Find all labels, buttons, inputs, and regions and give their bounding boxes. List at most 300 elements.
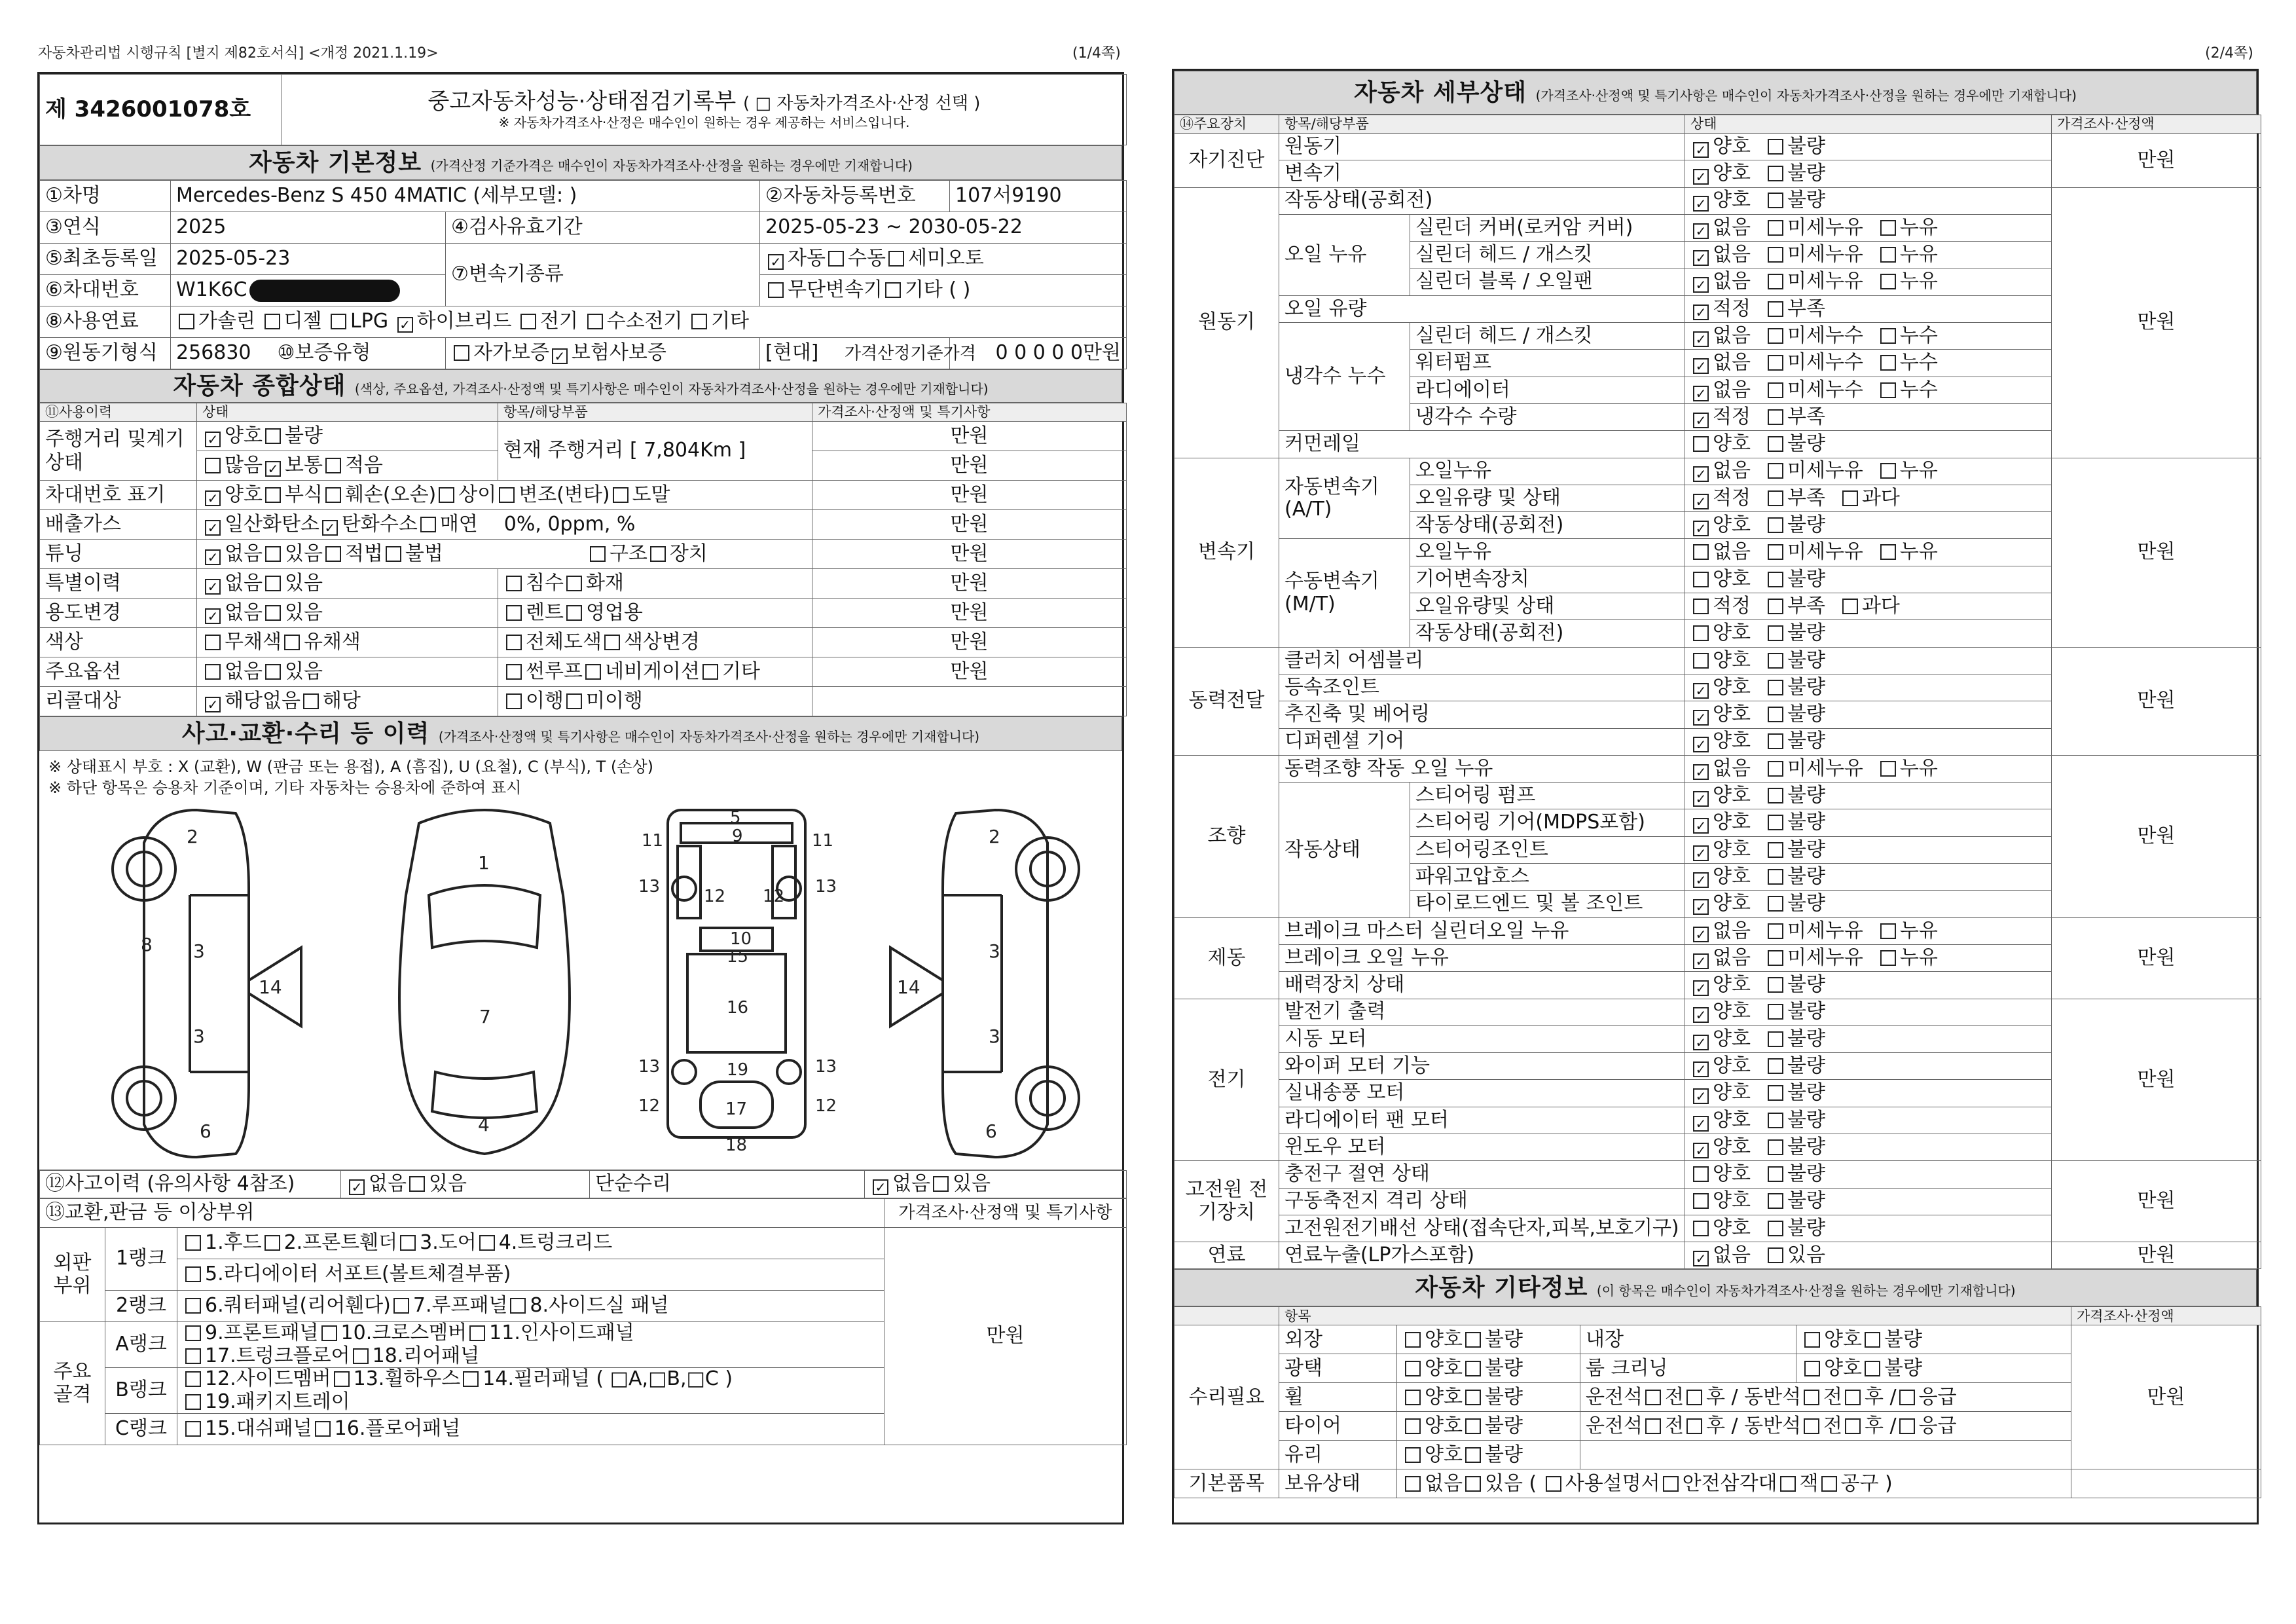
detail-item-label: 디퍼렌셜 기어 bbox=[1279, 728, 1685, 755]
checkbox-trans-other[interactable] bbox=[885, 282, 901, 298]
checkbox-mileage-many[interactable] bbox=[205, 458, 221, 473]
checkbox-wheel-house[interactable] bbox=[334, 1371, 350, 1387]
checkbox-achromatic[interactable] bbox=[205, 635, 221, 650]
detail-item-label: 발전기 출력 bbox=[1279, 999, 1685, 1025]
detail-checkbox[interactable] bbox=[1768, 599, 1783, 614]
checkbox-lpg[interactable] bbox=[331, 314, 346, 329]
svg-text:10: 10 bbox=[730, 929, 752, 949]
checkbox-wheel-rear[interactable] bbox=[1686, 1390, 1702, 1405]
checkbox-door[interactable] bbox=[400, 1235, 416, 1251]
own-options: 없음 있음 ( 사용설명서 안전삼각대 잭 공구 ) bbox=[1397, 1469, 2071, 1498]
detail-checkbox[interactable]: ✓ bbox=[1693, 1251, 1709, 1266]
svg-text:13: 13 bbox=[638, 1057, 661, 1077]
checkbox-recall-notdone[interactable] bbox=[566, 693, 582, 709]
other-price: 만원 bbox=[2071, 1325, 2261, 1469]
detail-state: 없음 미세누유 누유 bbox=[1685, 539, 2052, 566]
checkbox-special-yes[interactable] bbox=[265, 576, 281, 591]
detail-checkbox[interactable]: ✓ bbox=[1693, 223, 1709, 239]
detail-checkbox[interactable] bbox=[1842, 599, 1858, 614]
checkbox-diesel[interactable] bbox=[264, 314, 280, 329]
svg-text:4: 4 bbox=[478, 1114, 490, 1135]
price-recall bbox=[812, 687, 1127, 716]
car-top-view bbox=[399, 810, 570, 1154]
checkbox-accident-yes[interactable] bbox=[409, 1176, 425, 1192]
checkbox-vinmark-good[interactable]: ✓ bbox=[205, 490, 221, 506]
detail-checkbox[interactable] bbox=[1768, 1085, 1783, 1101]
detail-table bbox=[1174, 115, 2261, 1269]
checkbox-front-fender[interactable] bbox=[264, 1235, 280, 1251]
engine-label: ⑨원동기형식 bbox=[40, 338, 171, 369]
basic-section-header: 자동차 기본정보 (가격산정 기준가격은 매수인이 자동차가격조사·산정을 원하는 경우에만 기재합니다) bbox=[40, 146, 1122, 180]
detail-checkbox[interactable] bbox=[1768, 1166, 1783, 1182]
svg-text:13: 13 bbox=[815, 1057, 837, 1077]
checkbox-gasoline[interactable] bbox=[179, 314, 194, 329]
valid-value: 2025-05-23 ~ 2030-05-22 bbox=[760, 212, 1127, 244]
detail-checkbox[interactable] bbox=[1768, 788, 1783, 803]
checkbox-tire-rear[interactable] bbox=[1686, 1418, 1702, 1434]
trans-options-2: 무단변속기 기타 ( ) bbox=[760, 275, 1127, 306]
car-right-side-view bbox=[890, 810, 1079, 1157]
detail-state: ✓ 없음 미세누유 누유 bbox=[1685, 755, 2052, 782]
checkbox-wheel-emergency[interactable] bbox=[1899, 1390, 1915, 1405]
price-emission: 만원 bbox=[812, 510, 1127, 540]
checkbox-color-change[interactable] bbox=[604, 635, 620, 650]
checkbox-hydrogen[interactable] bbox=[587, 314, 603, 329]
checkbox-glass-good[interactable] bbox=[1405, 1447, 1421, 1463]
detail-checkbox[interactable]: ✓ bbox=[1693, 927, 1709, 942]
detail-checkbox[interactable]: ✓ bbox=[1693, 1088, 1709, 1104]
checkbox-side-sill[interactable] bbox=[510, 1298, 526, 1314]
detail-checkbox[interactable]: ✓ bbox=[1693, 466, 1709, 482]
detail-checkbox[interactable]: ✓ bbox=[1693, 250, 1709, 266]
checkbox-tuning-structure[interactable] bbox=[590, 546, 606, 562]
checkbox-semi[interactable] bbox=[888, 251, 904, 267]
detail-price: 만원 bbox=[2052, 187, 2261, 458]
col-main: ⑭주요장치 bbox=[1175, 115, 1279, 134]
checkbox-cvt[interactable] bbox=[768, 282, 784, 298]
checkbox-mileage-few[interactable] bbox=[325, 458, 341, 473]
checkbox-tire-good[interactable] bbox=[1405, 1418, 1421, 1434]
checkbox-mileage-good[interactable]: ✓ bbox=[205, 432, 221, 447]
svg-text:7: 7 bbox=[479, 1006, 491, 1027]
checkbox-hybrid[interactable]: ✓ bbox=[397, 317, 413, 333]
tire-label: 타이어 bbox=[1279, 1412, 1397, 1441]
checkbox-hc[interactable]: ✓ bbox=[322, 520, 338, 536]
detail-price: 만원 bbox=[2052, 755, 2261, 917]
checkbox-fuel-other[interactable] bbox=[691, 314, 707, 329]
svg-text:9: 9 bbox=[732, 826, 743, 846]
checkbox-package-tray[interactable] bbox=[185, 1394, 201, 1410]
checkbox-triangle[interactable] bbox=[1663, 1476, 1679, 1492]
detail-checkbox[interactable] bbox=[1693, 625, 1709, 641]
detail-checkbox[interactable]: ✓ bbox=[1693, 386, 1709, 401]
detail-row bbox=[1175, 134, 2261, 160]
checkbox-tuning-device[interactable] bbox=[650, 546, 666, 562]
checkbox-inside-panel[interactable] bbox=[469, 1325, 485, 1341]
detail-checkbox[interactable]: ✓ bbox=[1693, 953, 1709, 969]
detail-checkbox[interactable]: ✓ bbox=[1693, 521, 1709, 536]
detail-checkbox[interactable]: ✓ bbox=[1693, 899, 1709, 915]
checkbox-flood[interactable] bbox=[506, 576, 522, 591]
detail-checkbox[interactable] bbox=[1768, 761, 1783, 777]
checkbox-tire-front[interactable] bbox=[1645, 1418, 1661, 1434]
detail-state: ✓ 없음 미세누유 누유 bbox=[1685, 214, 2052, 241]
detail-checkbox[interactable] bbox=[1768, 166, 1783, 181]
detail-subitem-label: 파워고압호스 bbox=[1410, 864, 1685, 891]
detail-subitem-label: 오일누유 bbox=[1410, 458, 1685, 485]
year-value: 2025 bbox=[171, 212, 446, 244]
doc-title: 중고자동차성능·상태점검기록부 bbox=[428, 88, 737, 115]
detail-state: ✓ 없음 미세누수 누수 bbox=[1685, 377, 2052, 403]
detail-checkbox[interactable]: ✓ bbox=[1693, 872, 1709, 888]
exchange-table: ⑬교환,판금 등 이상부위 가격조사·산정액 및 특기사항 외판 부위 1랭크 1.후드 2.프론트휀더 3.도어 4.트렁크리드 만원 5.라디에이터 서포트(볼트체결부품) 2랭크 6.쿼터패널(리어휀다) 7.루프패널 8.사이드실 패널 주요 골격 A랭크 9.프론트패널 10.크로스멤버 11.인사이드패널 17.트렁크플로어 18.리어패널 B랭크 12.사이드멤버 13.휠하우스 14.필러패널 ( □A,□B,□C ) 19.패키지트레이 C랭크 15.대쉬패널 16.플로어패널 bbox=[39, 1198, 1127, 1445]
detail-checkbox[interactable] bbox=[1768, 842, 1783, 858]
checkbox-own-yes[interactable] bbox=[1465, 1476, 1481, 1492]
detail-state: ✓ 양호 불량 bbox=[1685, 783, 2052, 809]
checkbox-trunk-lid[interactable] bbox=[479, 1235, 495, 1251]
car-name-label: ①차명 bbox=[40, 181, 171, 212]
detail-checkbox[interactable]: ✓ bbox=[1693, 277, 1709, 293]
detail-group-label: 제동 bbox=[1175, 917, 1279, 999]
checkbox-hood[interactable] bbox=[185, 1235, 201, 1251]
detail-checkbox[interactable]: ✓ bbox=[1693, 1007, 1709, 1023]
detail-checkbox[interactable] bbox=[1768, 733, 1783, 749]
detail-checkbox[interactable]: ✓ bbox=[1693, 1116, 1709, 1132]
checkbox-usage-yes[interactable] bbox=[265, 605, 281, 621]
detail-checkbox[interactable]: ✓ bbox=[1693, 791, 1709, 807]
detail-state: ✓ 양호 불량 bbox=[1685, 972, 2052, 999]
checkbox-gloss-bad[interactable] bbox=[1465, 1361, 1481, 1376]
detail-checkbox[interactable] bbox=[1768, 463, 1783, 479]
price-note: ※ 자동차가격조사·산정은 매수인이 원하는 경우 제공하는 서비스입니다. bbox=[498, 114, 910, 130]
checkbox-simple-yes[interactable] bbox=[933, 1176, 949, 1192]
checkbox-rear-panel[interactable] bbox=[353, 1348, 369, 1364]
detail-checkbox[interactable]: ✓ bbox=[1693, 764, 1709, 780]
detail-checkbox[interactable] bbox=[1880, 761, 1896, 777]
checkbox-manual-book[interactable] bbox=[1546, 1476, 1561, 1492]
detail-checkbox[interactable] bbox=[1768, 896, 1783, 912]
detail-checkbox[interactable] bbox=[1768, 1193, 1783, 1209]
checkbox-rent[interactable] bbox=[506, 605, 522, 621]
detail-checkbox[interactable]: ✓ bbox=[1693, 413, 1709, 428]
checkbox-co[interactable]: ✓ bbox=[205, 520, 221, 536]
detail-checkbox[interactable]: ✓ bbox=[1693, 1143, 1709, 1158]
detail-price: 만원 bbox=[2052, 999, 2261, 1161]
detail-price: 만원 bbox=[2052, 458, 2261, 647]
checkbox-wheel-bad[interactable] bbox=[1465, 1390, 1481, 1405]
detail-checkbox[interactable] bbox=[1768, 301, 1783, 317]
detail-checkbox[interactable] bbox=[1768, 382, 1783, 398]
checkbox-pillar-panel[interactable] bbox=[463, 1371, 479, 1387]
exchange-price: 만원 bbox=[884, 1228, 1127, 1445]
detail-checkbox[interactable] bbox=[1768, 1247, 1783, 1263]
page-number-left: (1/4쪽) bbox=[1072, 45, 1121, 62]
checkbox-floor-panel[interactable] bbox=[315, 1421, 331, 1437]
detail-checkbox[interactable] bbox=[1768, 1058, 1783, 1074]
checkbox-roof-panel[interactable] bbox=[393, 1298, 409, 1314]
detail-checkbox[interactable] bbox=[1693, 544, 1709, 560]
detail-checkbox[interactable] bbox=[1693, 572, 1709, 587]
checkbox-usage-none[interactable]: ✓ bbox=[205, 608, 221, 624]
detail-checkbox[interactable] bbox=[1880, 923, 1896, 939]
detail-checkbox[interactable] bbox=[1880, 463, 1896, 479]
svg-text:15: 15 bbox=[727, 947, 749, 967]
checkbox-self-warranty[interactable] bbox=[454, 345, 469, 361]
checkbox-full-paint[interactable] bbox=[506, 635, 522, 650]
detail-group-label: 전기 bbox=[1175, 999, 1279, 1161]
detail-checkbox[interactable] bbox=[1768, 977, 1783, 993]
detail-subitem-label: 워터펌프 bbox=[1410, 350, 1685, 377]
detail-checkbox[interactable]: ✓ bbox=[1693, 494, 1709, 509]
detail-state: ✓ 양호 불량 bbox=[1685, 728, 2052, 755]
checkbox-option-yes[interactable] bbox=[265, 664, 281, 680]
checkbox-wheel-prear[interactable] bbox=[1845, 1390, 1861, 1405]
detail-checkbox[interactable] bbox=[1693, 599, 1709, 614]
detail-checkbox[interactable]: ✓ bbox=[1693, 737, 1709, 752]
checkbox-fire[interactable] bbox=[566, 576, 582, 591]
checkbox-wheel-good[interactable] bbox=[1405, 1390, 1421, 1405]
detail-item-label: 구동축전지 격리 상태 bbox=[1279, 1188, 1685, 1215]
col-item-detail: 항목/해당부품 bbox=[1279, 115, 1685, 134]
detail-checkbox[interactable] bbox=[1768, 193, 1783, 208]
detail-subitem-label: 작동상태(공회전) bbox=[1410, 512, 1685, 539]
checkbox-vinmark-different[interactable] bbox=[439, 487, 454, 503]
checkbox-insurance-warranty[interactable]: ✓ bbox=[552, 348, 568, 364]
checkbox-recall-done[interactable] bbox=[506, 693, 522, 709]
detail-checkbox[interactable]: ✓ bbox=[1693, 169, 1709, 185]
detail-subitem-label: 오일유량및 상태 bbox=[1410, 593, 1685, 620]
detail-checkbox[interactable] bbox=[1880, 274, 1896, 289]
detail-checkbox[interactable] bbox=[1768, 869, 1783, 885]
detail-checkbox[interactable] bbox=[1880, 355, 1896, 371]
detail-price: 만원 bbox=[2052, 917, 2261, 999]
checkbox-tuning-yes[interactable] bbox=[265, 546, 281, 562]
checkbox-simple-none[interactable]: ✓ bbox=[873, 1179, 888, 1195]
engine-cell bbox=[171, 338, 446, 369]
checkbox-chromatic[interactable] bbox=[284, 635, 300, 650]
detail-state: ✓ 적정 부족 bbox=[1685, 295, 2052, 322]
detail-row bbox=[1175, 999, 2261, 1025]
detail-checkbox[interactable] bbox=[1842, 490, 1858, 506]
checkbox-room-bad[interactable] bbox=[1865, 1361, 1880, 1376]
detail-checkbox[interactable]: ✓ bbox=[1693, 710, 1709, 726]
reg-no-value: 107서9190 bbox=[950, 181, 1127, 212]
checkbox-vinmark-damaged[interactable] bbox=[325, 487, 341, 503]
checkbox-wheel-pfront[interactable] bbox=[1804, 1390, 1819, 1405]
checkbox-tire-pfront[interactable] bbox=[1804, 1418, 1819, 1434]
checkbox-exterior-bad[interactable] bbox=[1465, 1332, 1481, 1348]
checkbox-vinmark-smeared[interactable] bbox=[613, 487, 629, 503]
checkbox-mileage-normal[interactable]: ✓ bbox=[265, 461, 281, 477]
detail-checkbox[interactable]: ✓ bbox=[1693, 331, 1709, 347]
mileage-label: 주행거리 및계기상태 bbox=[40, 422, 197, 481]
detail-item-label: 변속기 bbox=[1279, 160, 1685, 187]
detail-checkbox[interactable]: ✓ bbox=[1693, 142, 1709, 158]
checkbox-tools[interactable] bbox=[1821, 1476, 1837, 1492]
detail-row bbox=[1175, 755, 2261, 782]
detail-checkbox[interactable] bbox=[1768, 409, 1783, 425]
detail-checkbox[interactable] bbox=[1768, 436, 1783, 452]
checkbox-trunk-floor[interactable] bbox=[185, 1348, 201, 1364]
checkbox-sunroof[interactable] bbox=[506, 664, 522, 680]
detail-checkbox[interactable] bbox=[1693, 653, 1709, 669]
detail-checkbox[interactable]: ✓ bbox=[1693, 980, 1709, 996]
detail-subitem-label: 실린더 블록 / 오일팬 bbox=[1410, 268, 1685, 295]
checkbox-business[interactable] bbox=[566, 605, 582, 621]
col-state-detail: 상태 bbox=[1685, 115, 2052, 134]
checkbox-electric[interactable] bbox=[520, 314, 536, 329]
right-page bbox=[1172, 69, 2259, 1524]
checkbox-special-none[interactable]: ✓ bbox=[205, 579, 221, 595]
svg-text:12: 12 bbox=[763, 887, 785, 906]
detail-checkbox[interactable]: ✓ bbox=[1693, 1061, 1709, 1077]
detail-checkbox[interactable]: ✓ bbox=[1693, 196, 1709, 212]
detail-checkbox[interactable]: ✓ bbox=[1693, 1035, 1709, 1050]
checkbox-mileage-bad[interactable] bbox=[265, 428, 281, 444]
detail-checkbox[interactable]: ✓ bbox=[1693, 304, 1709, 320]
detail-checkbox[interactable] bbox=[1693, 1193, 1709, 1209]
checkbox-tuning-legal[interactable] bbox=[325, 546, 341, 562]
detail-checkbox[interactable] bbox=[1768, 1031, 1783, 1047]
svg-text:3: 3 bbox=[989, 1025, 1000, 1047]
basic-items-label: 기본품목 bbox=[1175, 1469, 1279, 1498]
checkbox-interior-good[interactable] bbox=[1804, 1332, 1820, 1348]
detail-checkbox[interactable] bbox=[1768, 950, 1783, 966]
checkbox-tire-emergency[interactable] bbox=[1899, 1418, 1915, 1434]
detail-checkbox[interactable] bbox=[1768, 815, 1783, 830]
detail-section-header: 자동차 세부상태 (가격조사·산정액 및 특기사항은 매수인이 자동차가격조사·산정을 원하는 경우에만 기재합니다) bbox=[1175, 71, 2257, 115]
checkbox-own-none[interactable] bbox=[1405, 1476, 1421, 1492]
detail-state: 양호 불량 bbox=[1685, 431, 2052, 458]
svg-text:1: 1 bbox=[478, 852, 490, 874]
special-label: 특별이력 bbox=[40, 569, 197, 599]
detail-state: ✓ 양호 불량 bbox=[1685, 512, 2052, 539]
checkbox-option-none[interactable] bbox=[205, 664, 221, 680]
rank2-label: 2랭크 bbox=[105, 1291, 177, 1322]
checkbox-tire-bad[interactable] bbox=[1465, 1418, 1481, 1434]
detail-checkbox[interactable] bbox=[1693, 1166, 1709, 1182]
checkbox-cross-member[interactable] bbox=[321, 1325, 337, 1341]
detail-checkbox[interactable] bbox=[1693, 1221, 1709, 1236]
color-label: 색상 bbox=[40, 628, 197, 657]
detail-checkbox[interactable] bbox=[1880, 247, 1896, 263]
checkbox-navigation[interactable] bbox=[585, 664, 601, 680]
checkbox-vinmark-altered[interactable] bbox=[499, 487, 515, 503]
checkbox-jack[interactable] bbox=[1780, 1476, 1796, 1492]
detail-checkbox[interactable] bbox=[1768, 544, 1783, 560]
svg-text:14: 14 bbox=[897, 976, 920, 998]
detail-checkbox[interactable]: ✓ bbox=[1693, 358, 1709, 374]
checkbox-recall-yes[interactable] bbox=[303, 693, 319, 709]
detail-checkbox[interactable] bbox=[1768, 1004, 1783, 1020]
checkbox-gloss-good[interactable] bbox=[1405, 1361, 1421, 1376]
checkbox-wheel-front[interactable] bbox=[1645, 1390, 1661, 1405]
checkbox-dash-panel[interactable] bbox=[185, 1421, 201, 1437]
detail-checkbox[interactable] bbox=[1768, 707, 1783, 722]
checkbox-vinmark-corrosion[interactable] bbox=[265, 487, 281, 503]
checkbox-tire-prear[interactable] bbox=[1845, 1418, 1861, 1434]
checkbox-recall-na[interactable]: ✓ bbox=[205, 697, 221, 712]
detail-checkbox[interactable]: ✓ bbox=[1693, 845, 1709, 861]
checkbox-manual[interactable] bbox=[828, 251, 844, 267]
checkbox-glass-bad[interactable] bbox=[1465, 1447, 1481, 1463]
checkbox-room-good[interactable] bbox=[1804, 1361, 1820, 1376]
price-mileage-1: 만원 bbox=[812, 422, 1127, 451]
price-select[interactable]: ( □ 자동차가격조사·산정 선택 ) bbox=[742, 94, 981, 114]
detail-item-label: 고전원전기배선 상태(접속단자,피복,보호기구) bbox=[1279, 1215, 1685, 1242]
checkbox-smoke[interactable] bbox=[420, 517, 436, 532]
detail-checkbox[interactable] bbox=[1768, 625, 1783, 641]
detail-item-label: 라디에이터 팬 모터 bbox=[1279, 1107, 1685, 1134]
detail-checkbox[interactable] bbox=[1768, 274, 1783, 289]
detail-price: 만원 bbox=[2052, 1242, 2261, 1269]
detail-checkbox[interactable] bbox=[1880, 220, 1896, 236]
detail-checkbox[interactable] bbox=[1768, 1221, 1783, 1236]
checkbox-quarter-panel[interactable] bbox=[185, 1298, 201, 1314]
checkbox-side-member[interactable] bbox=[185, 1371, 201, 1387]
reg-no-label: ②자동차등록번호 bbox=[760, 181, 950, 212]
col-price: 가격조사·산정액 및 특기사항 bbox=[812, 403, 1127, 422]
detail-checkbox[interactable] bbox=[1768, 247, 1783, 263]
detail-checkbox[interactable] bbox=[1768, 572, 1783, 587]
detail-checkbox[interactable] bbox=[1768, 1139, 1783, 1155]
detail-checkbox[interactable] bbox=[1768, 139, 1783, 155]
checkbox-accident-none[interactable]: ✓ bbox=[349, 1179, 365, 1195]
checkbox-radiator-support[interactable] bbox=[185, 1266, 201, 1282]
checkbox-option-other[interactable] bbox=[702, 664, 718, 680]
detail-checkbox[interactable] bbox=[1768, 328, 1783, 344]
detail-checkbox[interactable] bbox=[1768, 490, 1783, 506]
detail-checkbox[interactable] bbox=[1768, 653, 1783, 669]
detail-checkbox[interactable] bbox=[1880, 950, 1896, 966]
detail-checkbox[interactable] bbox=[1768, 220, 1783, 236]
detail-state: ✓ 없음 미세누수 누수 bbox=[1685, 350, 2052, 377]
detail-group-label: 고전원 전기장치 bbox=[1175, 1161, 1279, 1242]
checkbox-tuning-illegal[interactable] bbox=[386, 546, 401, 562]
detail-state: ✓ 없음 있음 bbox=[1685, 1242, 2052, 1269]
detail-state: ✓ 양호 불량 bbox=[1685, 1080, 2052, 1107]
detail-checkbox[interactable] bbox=[1768, 923, 1783, 939]
detail-checkbox[interactable] bbox=[1693, 436, 1709, 452]
detail-item-label: 브레이크 마스터 실린더오일 누유 bbox=[1279, 917, 1685, 944]
detail-subitem-label: 스티어링 펌프 bbox=[1410, 783, 1685, 809]
detail-group-label: 자기진단 bbox=[1175, 134, 1279, 188]
detail-checkbox[interactable] bbox=[1768, 517, 1783, 533]
checkbox-front-panel[interactable] bbox=[185, 1325, 201, 1341]
valid-label: ④검사유효기간 bbox=[446, 212, 760, 244]
svg-text:16: 16 bbox=[727, 998, 749, 1018]
detail-checkbox[interactable] bbox=[1768, 680, 1783, 695]
detail-state: ✓ 양호 불량 bbox=[1685, 187, 2052, 214]
detail-checkbox[interactable] bbox=[1768, 1113, 1783, 1128]
price-mileage-2: 만원 bbox=[812, 451, 1127, 481]
detail-checkbox[interactable]: ✓ bbox=[1693, 818, 1709, 834]
checkbox-tuning-none[interactable]: ✓ bbox=[205, 549, 221, 565]
car-diagram-area bbox=[39, 751, 1122, 1170]
detail-checkbox[interactable] bbox=[1768, 355, 1783, 371]
detail-checkbox[interactable] bbox=[1880, 382, 1896, 398]
year-label: ③연식 bbox=[40, 212, 171, 244]
checkbox-exterior-good[interactable] bbox=[1405, 1332, 1421, 1348]
interior-label: 내장 bbox=[1580, 1325, 1796, 1354]
detail-checkbox[interactable] bbox=[1880, 328, 1896, 344]
checkbox-auto[interactable]: ✓ bbox=[768, 254, 784, 270]
detail-checkbox[interactable]: ✓ bbox=[1693, 683, 1709, 699]
checkbox-interior-bad[interactable] bbox=[1865, 1332, 1880, 1348]
detail-checkbox[interactable] bbox=[1880, 544, 1896, 560]
detail-state: ✓ 적정 부족 과다 bbox=[1685, 485, 2052, 511]
svg-text:14: 14 bbox=[259, 976, 282, 998]
